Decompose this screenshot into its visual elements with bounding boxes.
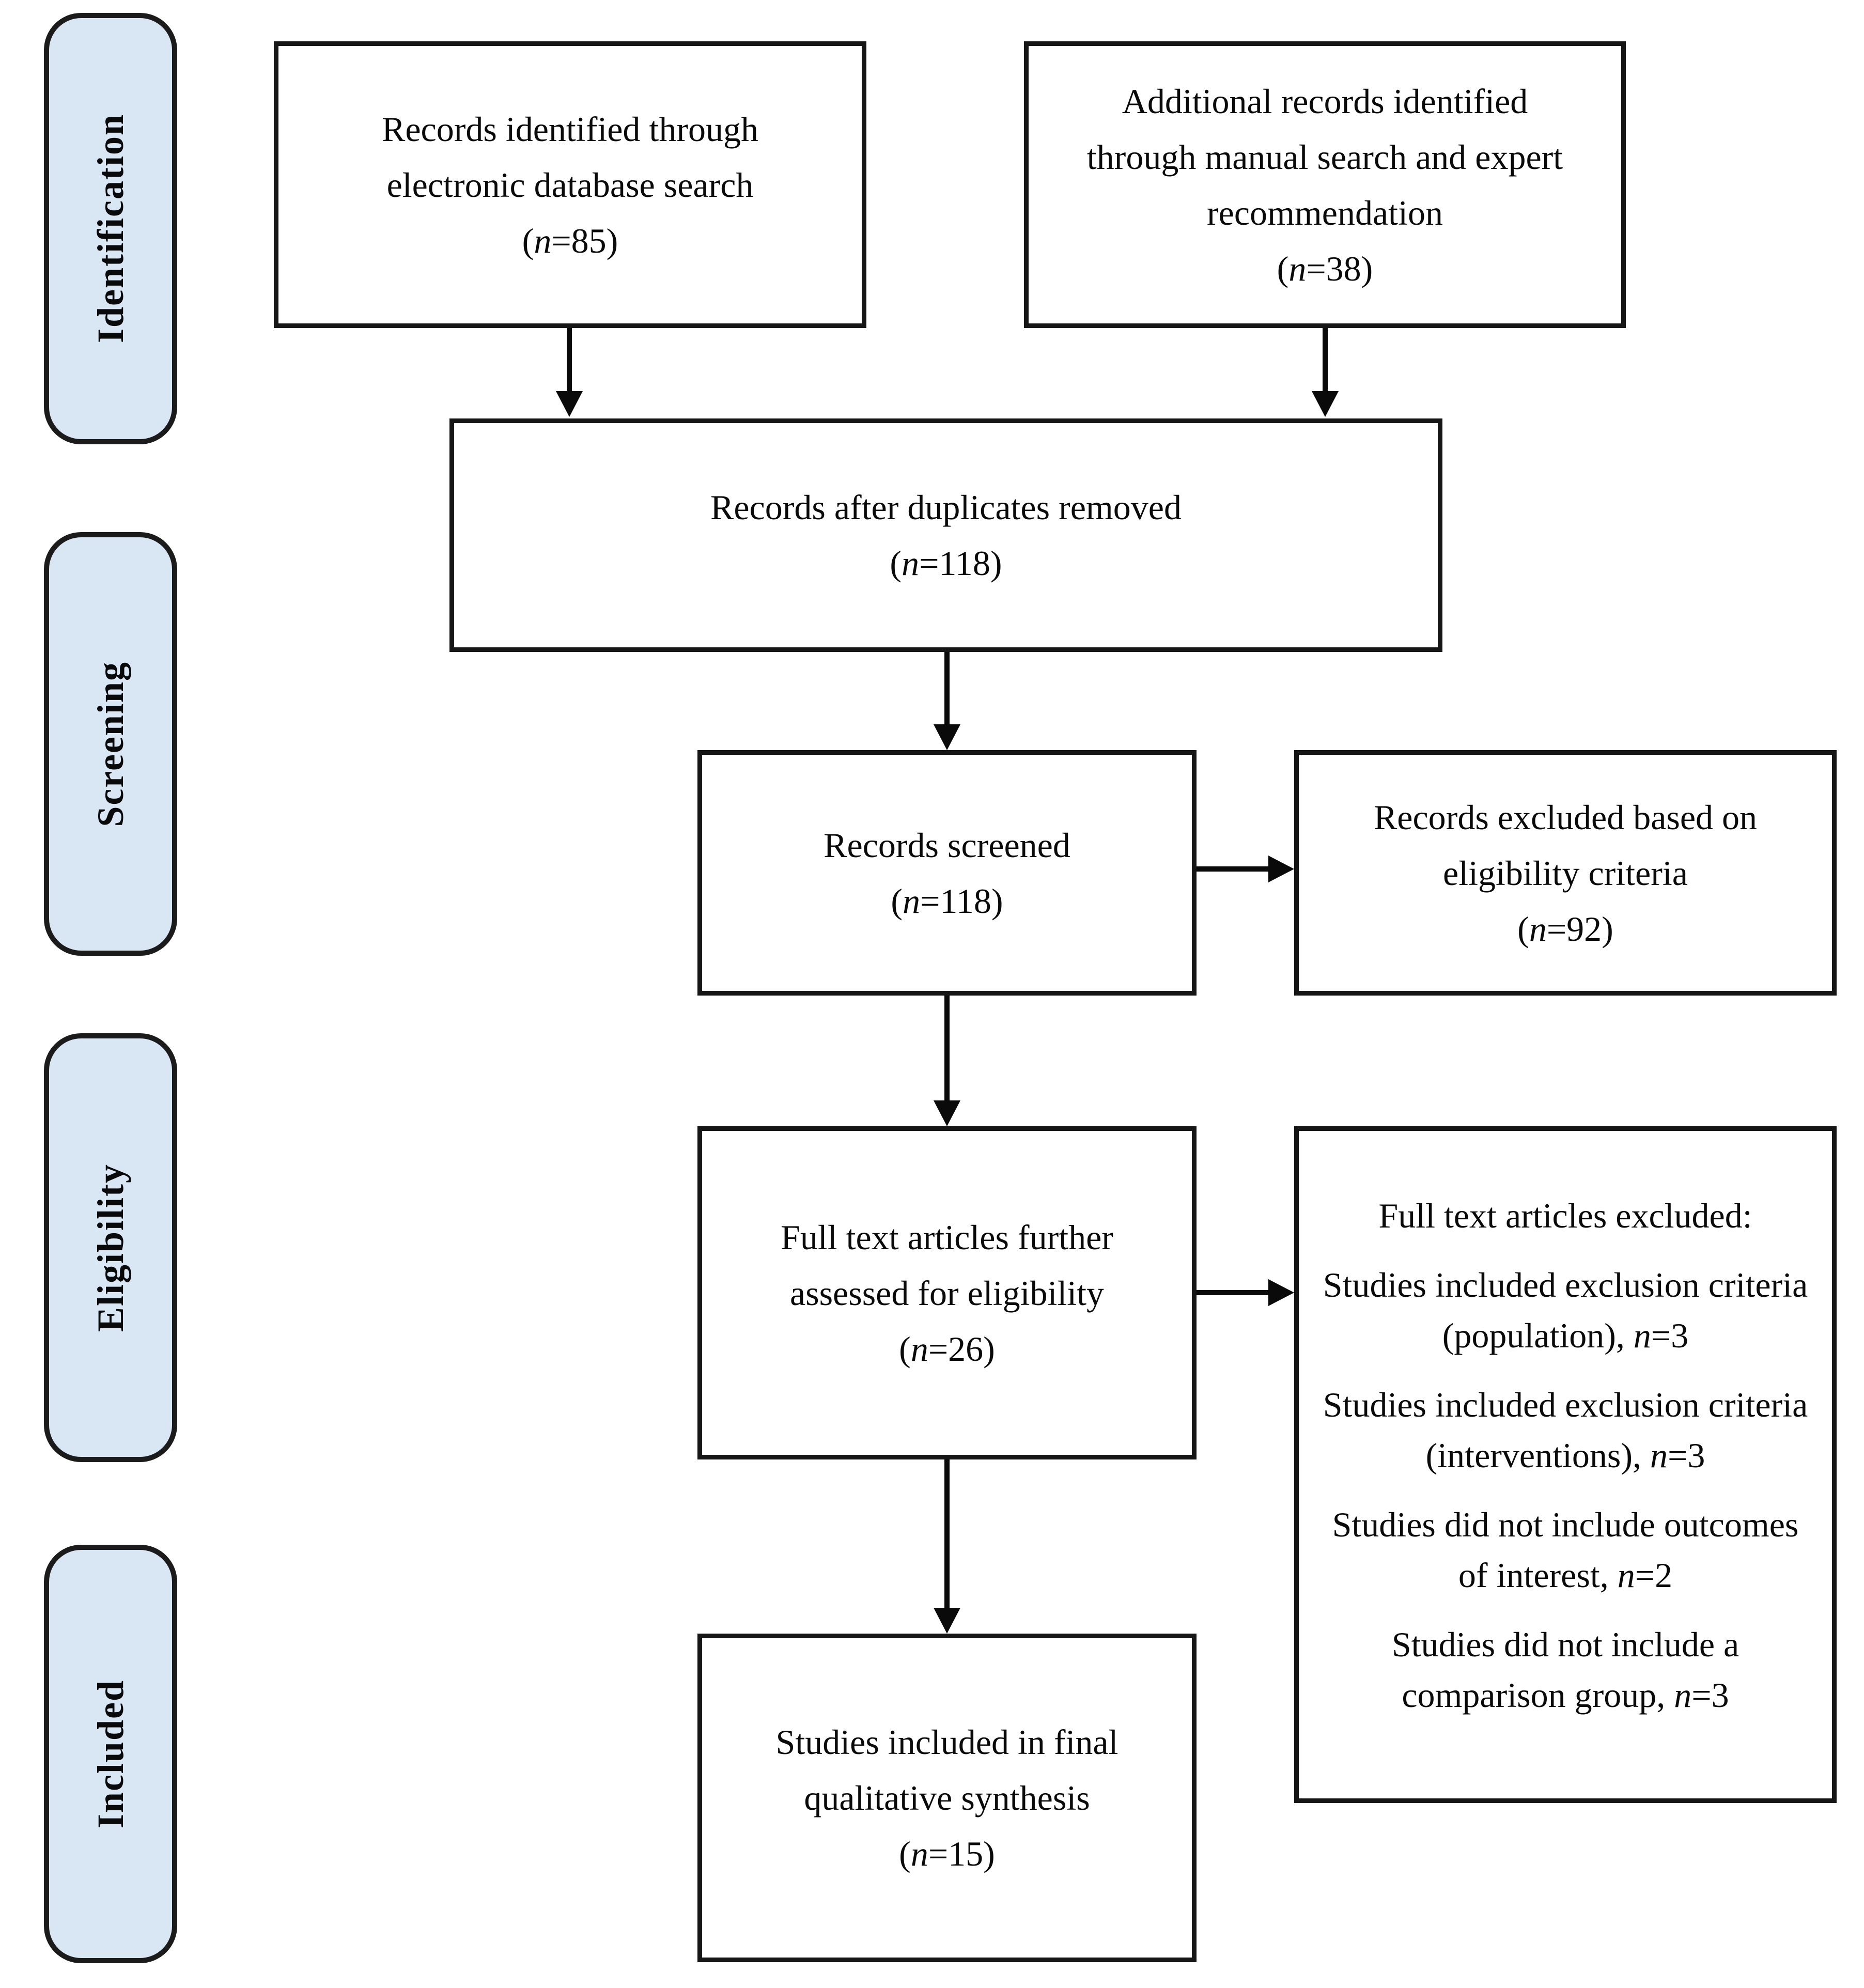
stage-label-eligibility [44,1033,177,1462]
box-included-final-text [702,1714,1192,1882]
box-records-identified-text [278,101,862,269]
arrow-screened-to-fulltext-line [944,996,950,1100]
text-line: (n=118) [890,543,1002,583]
arrow-dedup-to-screened-line [944,652,950,724]
box-fulltext-excluded-text [1299,1190,1832,1739]
box-included-final [697,1634,1197,1962]
text-line: electronic database search [386,165,754,205]
text-line: Records screened [824,825,1070,865]
arrow-fulltext-to-included-line [944,1459,950,1608]
box-records-excluded-text [1299,789,1832,957]
arrow-fulltext-to-included-head [934,1608,960,1634]
n-italic: n [910,1834,928,1873]
n-italic: n [903,881,921,921]
box-fulltext-assessed [697,1126,1197,1459]
stage-label-screening [44,532,177,956]
arrow-fulltext-to-excluded-head [1268,1279,1294,1306]
box-records-excluded [1294,750,1837,996]
text-line: through manual search and expert [1086,137,1563,177]
n-italic: n [902,543,920,583]
n-italic: n [1529,909,1547,949]
n-italic: n [1650,1436,1668,1475]
stage-label-included-text: Included [89,1679,131,1829]
text-line: Full text articles further [781,1217,1113,1257]
text-line: eligibility criteria [1443,853,1688,893]
text-line: Studies included exclusion criteria (interventions), n=3 [1323,1385,1808,1475]
arrow-screened-to-excluded-line [1197,866,1268,872]
arrow-fulltext-to-excluded-line [1197,1290,1268,1295]
n-italic: n [1674,1675,1692,1715]
n-italic: n [1617,1556,1635,1595]
n-italic: n [534,221,552,260]
arrow-additional-to-dedup-line [1323,328,1328,391]
text-line: recommendation [1207,193,1443,232]
box-fulltext-excluded [1294,1126,1837,1803]
n-italic: n [910,1329,928,1369]
arrow-dedup-to-screened-head [934,724,960,750]
arrow-screened-to-fulltext-head [934,1100,960,1126]
arrow-identified-to-dedup-line [567,328,572,391]
text-line: (n=38) [1277,248,1373,288]
text-line: Additional records identified [1122,81,1528,121]
text-line: Studies included in final [775,1722,1119,1762]
text-line: Records identified through [382,109,758,149]
stage-label-eligibility-text: Eligibility [89,1163,131,1332]
box-duplicates-removed [449,418,1442,652]
arrow-additional-to-dedup-head [1312,391,1339,417]
text-line: (n=118) [891,881,1003,921]
box-records-screened [697,750,1197,996]
text-line: assessed for eligibility [789,1273,1105,1313]
stage-label-included [44,1545,177,1963]
text-line: Full text articles excluded: [1378,1196,1752,1235]
text-line: Records after duplicates removed [710,488,1182,527]
box-records-screened-text [702,817,1192,929]
text-line: (n=92) [1517,909,1613,949]
arrow-identified-to-dedup-head [556,391,583,417]
stage-label-screening-text: Screening [89,661,131,827]
text-line: Studies did not include outcomes of interest, n=2 [1332,1505,1799,1595]
stage-label-identification-text: Identification [89,114,131,344]
n-italic: n [1633,1316,1651,1355]
arrow-screened-to-excluded-head [1268,856,1294,882]
box-records-identified [274,41,866,328]
n-italic: n [1288,248,1307,288]
box-additional-records-text [1029,73,1621,297]
stage-label-identification [44,13,177,444]
box-additional-records [1024,41,1626,328]
text-line: qualitative synthesis [804,1778,1090,1818]
text-line: (n=85) [522,221,618,260]
text-line: Studies included exclusion criteria (population), n=3 [1323,1265,1808,1355]
box-fulltext-assessed-text [702,1209,1192,1377]
box-duplicates-removed-text [454,479,1438,591]
text-line: Records excluded based on [1373,797,1758,837]
text-line: (n=26) [899,1329,995,1369]
text-line: (n=15) [899,1834,995,1873]
text-line: Studies did not include a comparison group, n=3 [1391,1625,1739,1715]
